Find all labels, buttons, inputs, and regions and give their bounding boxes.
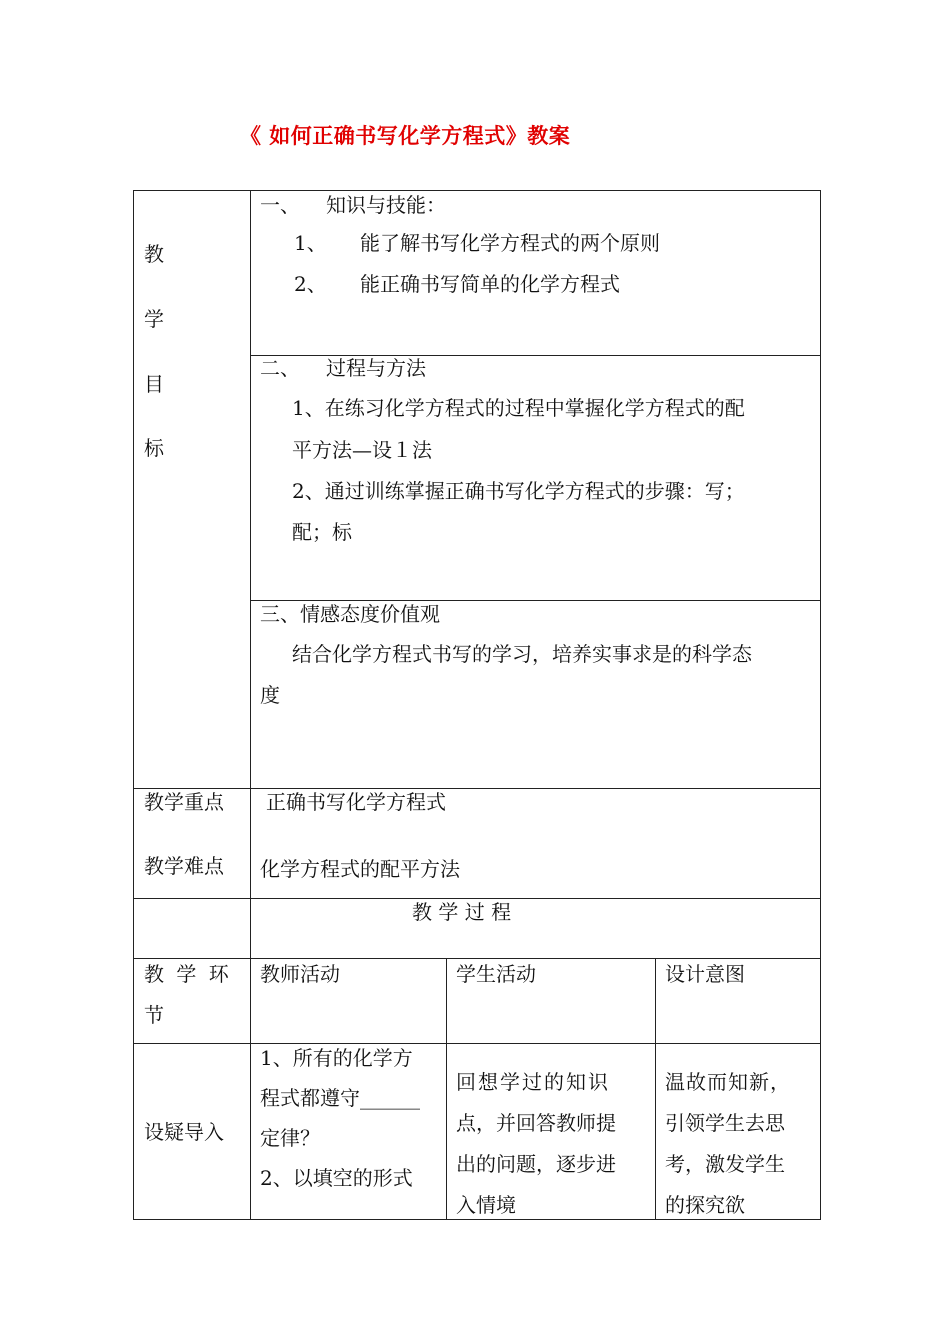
section1-heading-number: 一、 <box>260 193 300 217</box>
section3-line-1: 结合化学方程式书写的学习，培养实事求是的科学态 <box>292 642 752 666</box>
column-header-teacher: 教师活动 <box>260 962 340 986</box>
section2-heading-number: 二、 <box>260 356 300 380</box>
difficulty-value: 化学方程式的配平方法 <box>260 857 460 881</box>
column-header-stage-cont: 节 <box>144 1003 164 1027</box>
column-header-student: 学生活动 <box>456 962 536 986</box>
difficulty-label: 教学难点 <box>144 854 224 878</box>
row1-teacher-line-3: 定律？ <box>260 1126 320 1150</box>
row1-intent-line-2: 引领学生去思 <box>665 1111 785 1135</box>
row1-teacher-line-1: 1、所有的化学方 <box>260 1046 413 1070</box>
row1-student-line-1: 回想学过的知识 <box>456 1070 610 1094</box>
section1-item-1: 能了解书写化学方程式的两个原则 <box>360 231 660 255</box>
row1-teacher-line-4: 2、以填空的形式 <box>260 1166 413 1190</box>
column-header-intent: 设计意图 <box>665 962 745 986</box>
objectives-header-char-1: 教 <box>144 242 164 266</box>
section1-item-2-number: 2、 <box>294 272 327 296</box>
row1-intent-line-3: 考，激发学生 <box>665 1152 785 1176</box>
document-title: 《 如何正确书写化学方程式》教案 <box>240 124 571 148</box>
key-point-label: 教学重点 <box>144 790 224 814</box>
section2-line-4: 配；标 <box>292 520 352 544</box>
column-header-stage: 教 学 环 <box>144 962 232 986</box>
section1-heading: 知识与技能： <box>326 193 446 217</box>
process-title: 教 学 过 程 <box>412 900 512 924</box>
row1-stage: 设疑导入 <box>144 1120 224 1144</box>
section1-item-1-number: 1、 <box>294 231 327 255</box>
row1-intent-line-4: 的探究欲 <box>665 1193 745 1217</box>
objectives-header-char-4: 标 <box>144 436 164 460</box>
row1-student-line-2: 点，并回答教师提 <box>456 1111 616 1135</box>
section1-item-2: 能正确书写简单的化学方程式 <box>360 272 620 296</box>
objectives-header-char-3: 目 <box>144 372 164 396</box>
section2-line-2: 平方法—设１法 <box>292 438 432 462</box>
objectives-header-char-2: 学 <box>144 307 164 331</box>
section3-line-2: 度 <box>260 683 280 707</box>
section3-heading: 三、情感态度价值观 <box>260 602 440 626</box>
section2-line-1: 1、在练习化学方程式的过程中掌握化学方程式的配 <box>292 396 745 420</box>
section2-heading: 过程与方法 <box>326 356 426 380</box>
key-point-value: 正确书写化学方程式 <box>266 790 446 814</box>
row1-teacher-line-2: 程式都遵守______ <box>260 1086 420 1110</box>
row1-student-line-4: 入情境 <box>456 1193 516 1217</box>
row1-intent-line-1: 温故而知新， <box>665 1070 791 1094</box>
row1-student-line-3: 出的问题，逐步进 <box>456 1152 616 1176</box>
section2-line-3: 2、通过训练掌握正确书写化学方程式的步骤：写； <box>292 479 745 503</box>
